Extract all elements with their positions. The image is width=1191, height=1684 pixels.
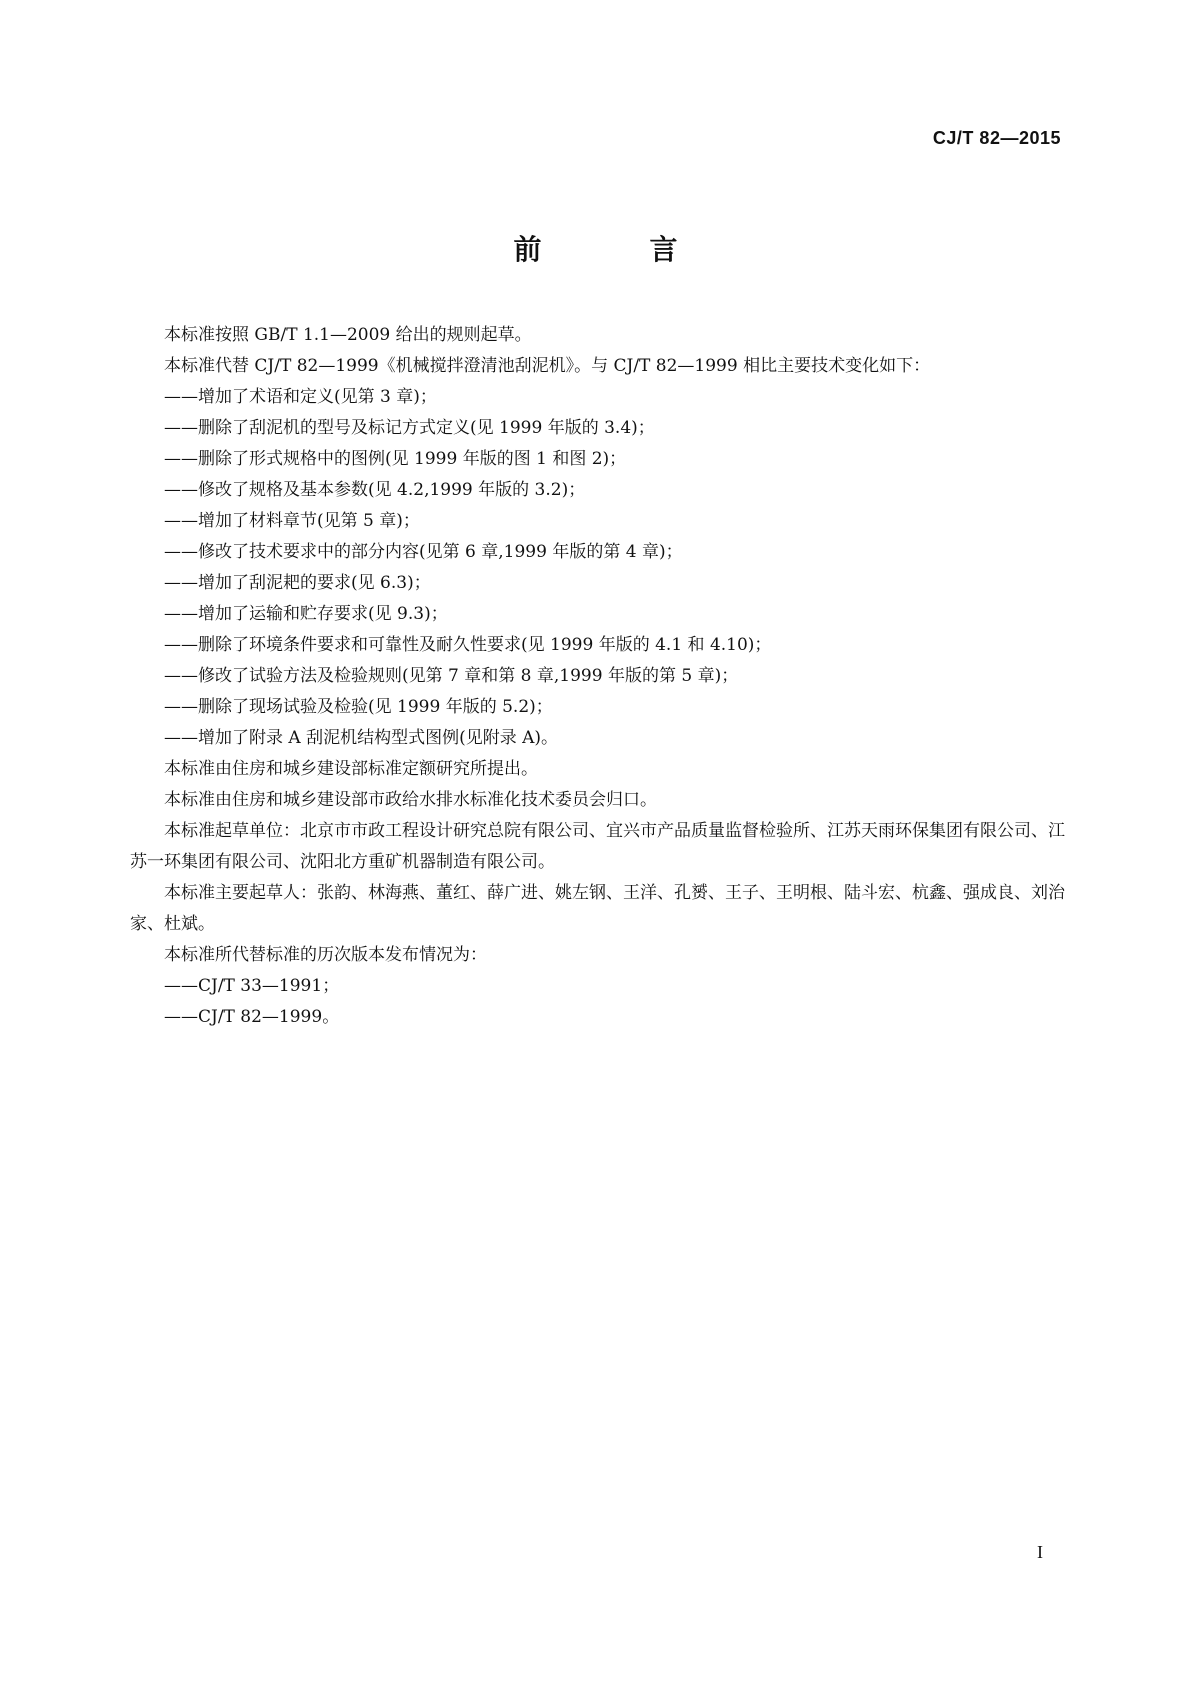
list-item: ——CJ/T 82—1999。 <box>164 1007 340 1027</box>
paragraph-history-intro: 本标准所代替标准的历次版本发布情况为： <box>164 945 487 965</box>
list-item: ——增加了刮泥耙的要求(见 6.3)； <box>164 573 431 593</box>
paragraph-committee: 本标准由住房和城乡建设部市政给水排水标准化技术委员会归口。 <box>164 790 657 810</box>
list-item: ——删除了现场试验及检验(见 1999 年版的 5.2)； <box>164 697 553 717</box>
list-item: ——删除了环境条件要求和可靠性及耐久性要求(见 1999 年版的 4.1 和 4.10)； <box>164 635 772 655</box>
list-item: ——CJ/T 33—1991； <box>164 976 340 996</box>
changes-list <box>130 382 1065 754</box>
paragraph-proposer: 本标准由住房和城乡建设部标准定额研究所提出。 <box>164 759 538 779</box>
history-list <box>130 971 1065 1033</box>
standard-code: CJ/T 82—2015 <box>932 128 1061 148</box>
list-item: ——修改了技术要求中的部分内容(见第 6 章,1999 年版的第 4 章)； <box>164 542 683 562</box>
document-body <box>130 320 1065 1033</box>
paragraph-drafting-rules: 本标准按照 GB/T 1.1—2009 给出的规则起草。 <box>164 325 532 345</box>
list-item: ——增加了附录 A 刮泥机结构型式图例(见附录 A)。 <box>164 728 559 748</box>
page-number: I <box>1037 1542 1043 1562</box>
paragraph-drafters: 本标准主要起草人：张韵、林海燕、董红、薛广进、姚左钢、王洋、孔赟、王子、王明根、陆斗宏、杭鑫、强成良、刘治家、杜斌。 <box>130 883 1065 934</box>
list-item: ——增加了材料章节(见第 5 章)； <box>164 511 420 531</box>
page-title: 前 言 <box>513 233 718 266</box>
paragraph-drafting-units: 本标准起草单位：北京市市政工程设计研究总院有限公司、宜兴市产品质量监督检验所、江苏天雨环保集团有限公司、江苏一环集团有限公司、沈阳北方重矿机器制造有限公司。 <box>130 821 1065 872</box>
list-item: ——删除了刮泥机的型号及标记方式定义(见 1999 年版的 3.4)； <box>164 418 655 438</box>
paragraph-replacement: 本标准代替 CJ/T 82—1999《机械搅拌澄清池刮泥机》。与 CJ/T 82—1999 相比主要技术变化如下： <box>164 356 931 376</box>
list-item: ——修改了规格及基本参数(见 4.2,1999 年版的 3.2)； <box>164 480 586 500</box>
list-item: ——增加了术语和定义(见第 3 章)； <box>164 387 437 407</box>
list-item: ——删除了形式规格中的图例(见 1999 年版的图 1 和图 2)； <box>164 449 627 469</box>
list-item: ——修改了试验方法及检验规则(见第 7 章和第 8 章,1999 年版的第 5 章)； <box>164 666 739 686</box>
list-item: ——增加了运输和贮存要求(见 9.3)； <box>164 604 448 624</box>
